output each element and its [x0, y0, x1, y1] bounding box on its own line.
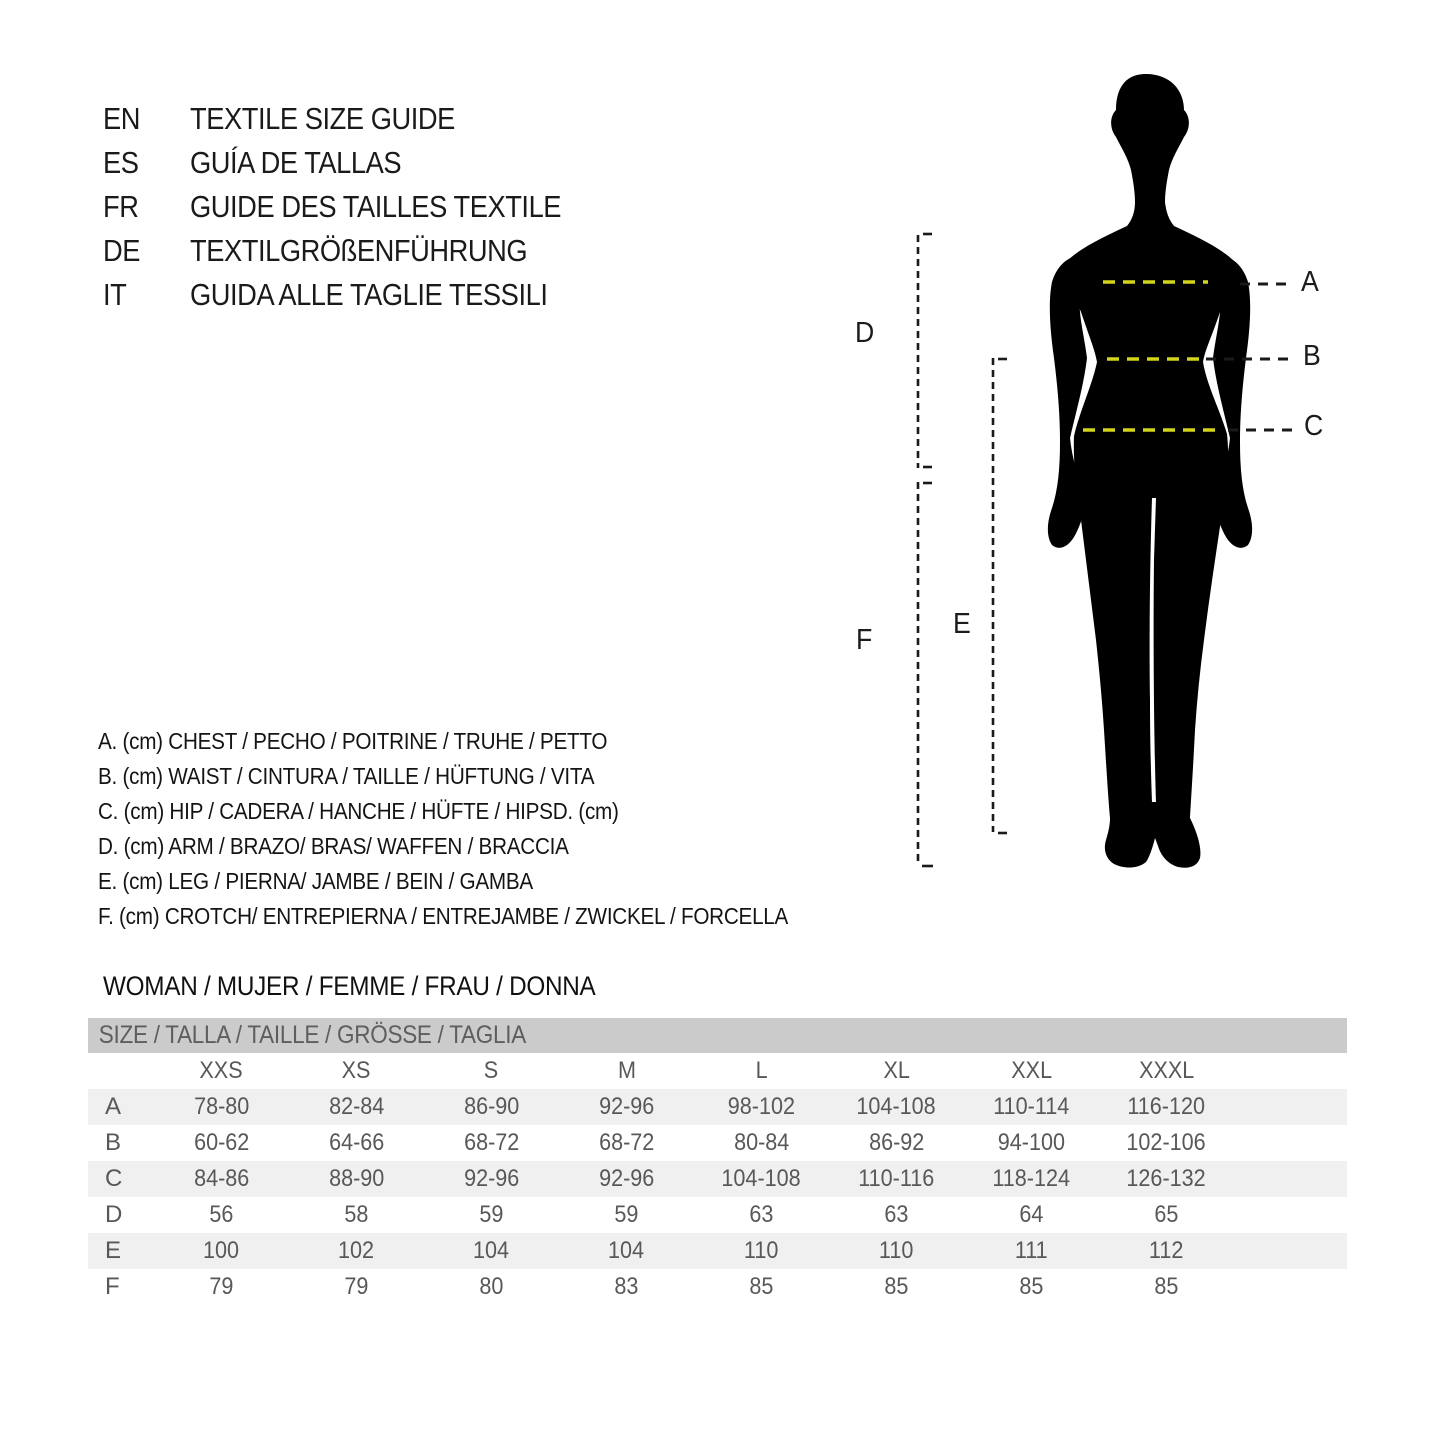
size-column-header: XXL	[1011, 1057, 1052, 1084]
label-leg: E	[953, 608, 971, 640]
cell-m: 92-96	[598, 1093, 655, 1120]
cell-l: 110	[744, 1237, 779, 1264]
cell-s: 104	[473, 1237, 510, 1264]
row-measure-label: F	[105, 1273, 120, 1300]
label-arm: D	[855, 317, 874, 349]
language-row	[103, 273, 612, 317]
cell-xl: 86-92	[868, 1129, 925, 1156]
cell-s: 92-96	[463, 1165, 520, 1192]
cell-l: 104-108	[721, 1165, 802, 1192]
language-guide-title: TEXTILGRÖßENFÜHRUNG	[190, 233, 528, 268]
size-column-header: L	[755, 1057, 768, 1084]
category-title: WOMAN / MUJER / FEMME / FRAU / DONNA	[103, 971, 596, 1001]
cell-xxxl: 102-106	[1126, 1129, 1207, 1156]
cell-xxs: 78-80	[193, 1093, 250, 1120]
cell-xxxl: 85	[1154, 1273, 1179, 1300]
cell-xs: 79	[344, 1273, 369, 1300]
language-code: EN	[103, 101, 141, 136]
size-column-header: S	[484, 1057, 499, 1084]
legend-text: D. (cm) ARM / BRAZO/ BRAS/ WAFFEN / BRACCIA	[98, 833, 569, 859]
legend-text: E. (cm) LEG / PIERNA/ JAMBE / BEIN / GAMBA	[98, 868, 533, 894]
cell-s: 59	[479, 1201, 504, 1228]
legend-row	[98, 899, 865, 934]
cell-xs: 88-90	[328, 1165, 385, 1192]
cell-xxs: 100	[203, 1237, 240, 1264]
cell-xxl: 110-114	[993, 1093, 1070, 1120]
cell-s: 68-72	[463, 1129, 520, 1156]
language-title-block	[103, 97, 612, 317]
cell-xxxl: 116-120	[1127, 1093, 1206, 1120]
measurement-legend	[98, 724, 865, 934]
legend-row	[98, 864, 865, 899]
cell-l: 85	[749, 1273, 774, 1300]
size-table	[88, 1018, 1347, 1305]
legend-text: A. (cm) CHEST / PECHO / POITRINE / TRUHE / PETTO	[98, 728, 608, 754]
table-row	[88, 1089, 1347, 1125]
cell-xxl: 111	[1015, 1237, 1048, 1264]
legend-row	[98, 724, 865, 759]
legend-text: F. (cm) CROTCH/ ENTREPIERNA / ENTREJAMBE / ZWICKEL / FORCELLA	[98, 903, 789, 929]
cell-xxl: 118-124	[992, 1165, 1071, 1192]
table-row	[88, 1233, 1347, 1269]
label-hip: C	[1304, 410, 1323, 442]
table-row	[88, 1197, 1347, 1233]
cell-m: 68-72	[598, 1129, 655, 1156]
cell-l: 80-84	[733, 1129, 790, 1156]
size-column-header: XXXL	[1138, 1057, 1195, 1084]
measurement-diagram	[840, 55, 1320, 915]
cell-xs: 82-84	[328, 1093, 385, 1120]
cell-xs: 64-66	[328, 1129, 385, 1156]
cell-xxs: 56	[209, 1201, 234, 1228]
cell-xxl: 85	[1019, 1273, 1044, 1300]
legend-row	[98, 829, 865, 864]
size-column-header: M	[617, 1057, 636, 1084]
cell-xxxl: 112	[1149, 1237, 1184, 1264]
cell-s: 80	[479, 1273, 504, 1300]
language-guide-title: GUIDE DES TAILLES TEXTILE	[190, 189, 562, 224]
label-waist: B	[1303, 340, 1321, 372]
legend-text: C. (cm) HIP / CADERA / HANCHE / HÜFTE / HIPSD. (cm)	[98, 798, 619, 824]
legend-row	[98, 794, 865, 829]
row-measure-label: B	[105, 1129, 122, 1156]
cell-xxxl: 65	[1154, 1201, 1179, 1228]
label-chest: A	[1301, 266, 1319, 298]
language-guide-title: TEXTILE SIZE GUIDE	[190, 101, 455, 136]
size-column-header: XXS	[199, 1057, 244, 1084]
cell-m: 104	[608, 1237, 645, 1264]
language-code: DE	[103, 233, 141, 268]
cell-m: 59	[614, 1201, 639, 1228]
row-measure-label: E	[105, 1237, 122, 1264]
language-guide-title: GUIDA ALLE TAGLIE TESSILI	[190, 277, 548, 312]
language-row	[103, 141, 612, 185]
cell-l: 63	[749, 1201, 774, 1228]
size-column-header: XL	[883, 1057, 910, 1084]
row-measure-label: A	[105, 1093, 122, 1120]
table-row	[88, 1161, 1347, 1197]
cell-xl: 85	[884, 1273, 909, 1300]
table-row	[88, 1125, 1347, 1161]
cell-xxl: 64	[1019, 1201, 1044, 1228]
cell-xl: 63	[884, 1201, 909, 1228]
cell-xs: 102	[338, 1237, 375, 1264]
table-header-text: SIZE / TALLA / TAILLE / GRÖSSE / TAGLIA	[98, 1021, 526, 1049]
table-header-bar	[88, 1018, 1347, 1053]
language-row	[103, 97, 612, 141]
language-guide-title: GUÍA DE TALLAS	[190, 145, 402, 180]
legend-row	[98, 759, 865, 794]
cell-xxs: 79	[209, 1273, 234, 1300]
row-measure-label: D	[105, 1201, 123, 1228]
table-rows	[88, 1089, 1347, 1305]
size-column-header: XS	[342, 1057, 371, 1084]
language-code: ES	[103, 145, 139, 180]
cell-s: 86-90	[463, 1093, 520, 1120]
table-row	[88, 1269, 1347, 1305]
language-row	[103, 229, 612, 273]
cell-xl: 110-116	[858, 1165, 935, 1192]
cell-xs: 58	[344, 1201, 369, 1228]
cell-m: 92-96	[598, 1165, 655, 1192]
cell-xxxl: 126-132	[1126, 1165, 1207, 1192]
cell-xxs: 84-86	[193, 1165, 250, 1192]
cell-xl: 110	[879, 1237, 914, 1264]
legend-text: B. (cm) WAIST / CINTURA / TAILLE / HÜFTUNG / VITA	[98, 763, 595, 789]
cell-xxs: 60-62	[193, 1129, 250, 1156]
cell-l: 98-102	[727, 1093, 796, 1120]
size-columns-row	[88, 1053, 1347, 1089]
language-code: IT	[103, 277, 127, 312]
cell-xl: 104-108	[856, 1093, 937, 1120]
cell-m: 83	[614, 1273, 639, 1300]
cell-xxl: 94-100	[997, 1129, 1066, 1156]
language-row	[103, 185, 612, 229]
language-code: FR	[103, 189, 139, 224]
row-measure-label: C	[105, 1165, 123, 1192]
label-crotch: F	[856, 624, 872, 656]
